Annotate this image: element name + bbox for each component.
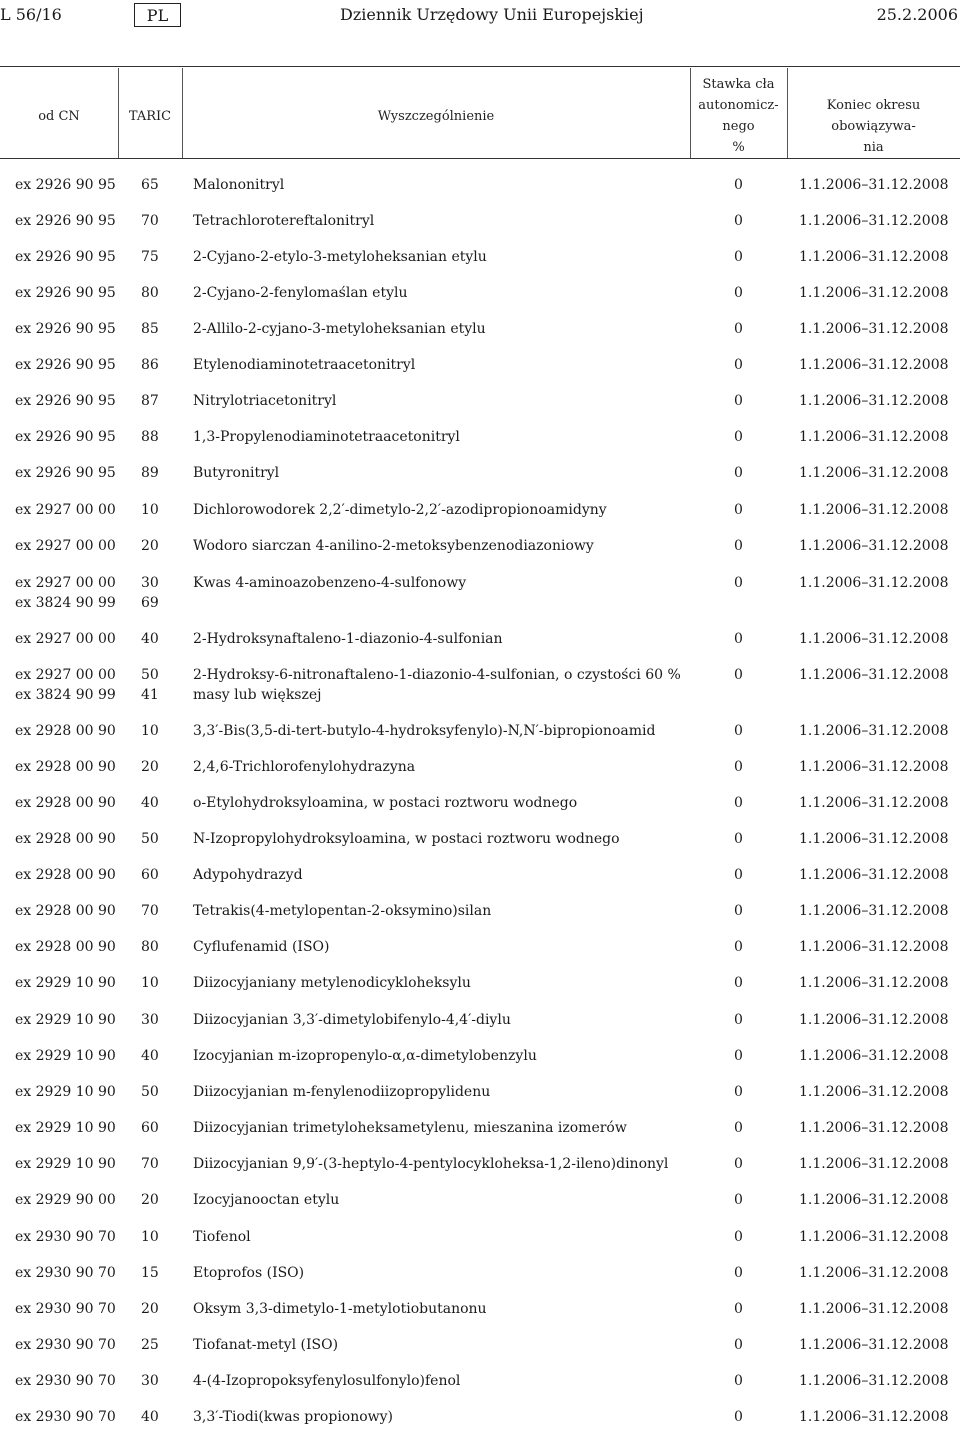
validity-period: 1.1.2006–31.12.2008 <box>799 667 949 683</box>
duty-rate: 0 <box>734 1373 743 1389</box>
duty-rate: 0 <box>734 575 743 591</box>
validity-period: 1.1.2006–31.12.2008 <box>799 1301 949 1317</box>
cn-code-line: ex 2929 10 90 <box>15 1084 116 1100</box>
col-header-period-line: nia <box>863 140 884 155</box>
description: 2-Allilo-2-cyjano-3-metyloheksanian etylu <box>193 321 486 337</box>
description: 2-Cyjano-2-etylo-3-metyloheksanian etylu <box>193 249 487 265</box>
cn-code-line: ex 2927 00 00 <box>15 575 116 591</box>
col-header-rate-line: autonomicz- <box>698 98 779 113</box>
cn-code <box>15 1227 116 1247</box>
description: 2,4,6-Trichlorofenylohydrazyna <box>193 759 416 775</box>
taric-code-line: 10 <box>141 723 159 739</box>
cn-code <box>15 1335 116 1355</box>
cn-code-line: ex 2926 90 95 <box>15 285 116 301</box>
validity-period: 1.1.2006–31.12.2008 <box>799 321 949 337</box>
duty-rate: 0 <box>734 177 743 193</box>
taric-code <box>141 355 159 375</box>
col-header-rate-line: nego <box>722 119 755 134</box>
description: Diizocyjanian m-fenylenodiizopropylidenu <box>193 1084 491 1100</box>
cn-code-line: ex 2928 00 90 <box>15 795 116 811</box>
col-header-rate <box>690 74 787 158</box>
cn-code <box>15 391 116 411</box>
cn-code-line: ex 2930 90 70 <box>15 1409 116 1425</box>
duty-rate: 0 <box>734 1156 743 1172</box>
validity-period: 1.1.2006–31.12.2008 <box>799 1048 949 1064</box>
taric-code <box>141 1010 159 1030</box>
col-header-rate-line: % <box>732 140 745 155</box>
taric-code <box>141 1335 159 1355</box>
duty-rate: 0 <box>734 1192 743 1208</box>
description: Wodoro siarczan 4-anilino-2-metoksybenzenodiazoniowy <box>193 538 594 554</box>
validity-period: 1.1.2006–31.12.2008 <box>799 1337 949 1353</box>
description: Adypohydrazyd <box>193 867 303 883</box>
duty-rate: 0 <box>734 1229 743 1245</box>
duty-rate: 0 <box>734 795 743 811</box>
duty-rate: 0 <box>734 285 743 301</box>
validity-period: 1.1.2006–31.12.2008 <box>799 723 949 739</box>
taric-code-line: 41 <box>141 687 159 703</box>
cn-code <box>15 721 116 741</box>
cn-code-line: ex 3824 90 99 <box>15 687 116 703</box>
cn-code <box>15 1082 116 1102</box>
validity-period: 1.1.2006–31.12.2008 <box>799 1192 949 1208</box>
cn-code <box>15 463 116 483</box>
cn-code-line: ex 2929 10 90 <box>15 1012 116 1028</box>
description: Oksym 3,3-dimetylo-1-metylotiobutanonu <box>193 1301 487 1317</box>
description: Diizocyjaniany metylenodicykloheksylu <box>193 975 471 991</box>
taric-code <box>141 175 159 195</box>
duty-rate: 0 <box>734 631 743 647</box>
duty-rate: 0 <box>734 903 743 919</box>
cn-code-line: ex 2930 90 70 <box>15 1301 116 1317</box>
duty-rate: 0 <box>734 867 743 883</box>
description: Etoprofos (ISO) <box>193 1265 305 1281</box>
validity-period: 1.1.2006–31.12.2008 <box>799 357 949 373</box>
taric-code-line: 10 <box>141 502 159 518</box>
cn-code <box>15 427 116 447</box>
taric-code-line: 25 <box>141 1337 159 1353</box>
duty-rate: 0 <box>734 667 743 683</box>
description: Tiofenol <box>193 1229 251 1245</box>
taric-code <box>141 500 159 520</box>
duty-rate: 0 <box>734 429 743 445</box>
taric-code-line: 85 <box>141 321 159 337</box>
validity-period: 1.1.2006–31.12.2008 <box>799 285 949 301</box>
cn-code-line: ex 2928 00 90 <box>15 723 116 739</box>
validity-period: 1.1.2006–31.12.2008 <box>799 795 949 811</box>
cn-code <box>15 536 116 556</box>
description: 1,3-Propylenodiaminotetraacetonitryl <box>193 429 460 445</box>
taric-code-line: 15 <box>141 1265 159 1281</box>
description: Diizocyjanian trimetyloheksametylenu, mieszanina izomerów <box>193 1120 627 1136</box>
taric-code-line: 40 <box>141 795 159 811</box>
taric-code-line: 20 <box>141 1301 159 1317</box>
cn-code-line: ex 2926 90 95 <box>15 249 116 265</box>
taric-code <box>141 1190 159 1210</box>
description: N-Izopropylohydroksyloamina, w postaci roztworu wodnego <box>193 831 620 847</box>
validity-period: 1.1.2006–31.12.2008 <box>799 831 949 847</box>
taric-code <box>141 247 159 267</box>
validity-period: 1.1.2006–31.12.2008 <box>799 759 949 775</box>
taric-code <box>141 793 159 813</box>
taric-code <box>141 1263 159 1283</box>
taric-code <box>141 665 159 705</box>
duty-rate: 0 <box>734 1301 743 1317</box>
description: 2-Hydroksynaftaleno-1-diazonio-4-sulfonian <box>193 631 503 647</box>
validity-period: 1.1.2006–31.12.2008 <box>799 502 949 518</box>
cn-code <box>15 937 116 957</box>
validity-period: 1.1.2006–31.12.2008 <box>799 213 949 229</box>
cn-code <box>15 283 116 303</box>
cn-code-line: ex 2929 10 90 <box>15 1156 116 1172</box>
col-header-description: Wyszczególnienie <box>377 109 495 124</box>
taric-code-line: 86 <box>141 357 159 373</box>
taric-code-line: 80 <box>141 285 159 301</box>
taric-code-line: 89 <box>141 465 159 481</box>
taric-code <box>141 721 159 741</box>
taric-code <box>141 1227 159 1247</box>
taric-code <box>141 283 159 303</box>
taric-code-line: 30 <box>141 575 159 591</box>
taric-code-line: 80 <box>141 939 159 955</box>
taric-code-line: 40 <box>141 631 159 647</box>
cn-code <box>15 1190 116 1210</box>
taric-code-line: 20 <box>141 759 159 775</box>
duty-rate: 0 <box>734 723 743 739</box>
description: 2-Hydroksy-6-nitronaftaleno-1-diazonio-4-sulfonian, o czystości 60 % masy lub większej <box>193 667 681 703</box>
cn-code-line: ex 2928 00 90 <box>15 903 116 919</box>
taric-code <box>141 536 159 556</box>
validity-period: 1.1.2006–31.12.2008 <box>799 975 949 991</box>
header-bottom-rule <box>0 158 960 159</box>
taric-code-line: 50 <box>141 667 159 683</box>
validity-period: 1.1.2006–31.12.2008 <box>799 903 949 919</box>
description: Etylenodiaminotetraacetonitryl <box>193 357 416 373</box>
duty-rate: 0 <box>734 213 743 229</box>
description: 2-Cyjano-2-fenylomaślan etylu <box>193 285 408 301</box>
description: 3,3′-Bis(3,5-di-tert-butylo-4-hydroksyfenylo)-N,N′-bipropionoamid <box>193 723 656 739</box>
col-header-cn: od CN <box>38 109 80 124</box>
taric-code <box>141 901 159 921</box>
journal-title: Dziennik Urzędowy Unii Europejskiej <box>340 5 644 24</box>
validity-period: 1.1.2006–31.12.2008 <box>799 1084 949 1100</box>
table-top-rule <box>0 66 960 67</box>
cn-code <box>15 1371 116 1391</box>
validity-period: 1.1.2006–31.12.2008 <box>799 538 949 554</box>
taric-code-line: 75 <box>141 249 159 265</box>
taric-code <box>141 757 159 777</box>
col-header-taric: TARIC <box>128 109 172 124</box>
taric-code <box>141 391 159 411</box>
validity-period: 1.1.2006–31.12.2008 <box>799 631 949 647</box>
cn-code <box>15 1263 116 1283</box>
taric-code-line: 50 <box>141 831 159 847</box>
description: Butyronitryl <box>193 465 280 481</box>
taric-code-line: 60 <box>141 867 159 883</box>
cn-code-line: ex 2927 00 00 <box>15 538 116 554</box>
taric-code <box>141 829 159 849</box>
validity-period: 1.1.2006–31.12.2008 <box>799 429 949 445</box>
taric-code-line: 40 <box>141 1409 159 1425</box>
description: Tiofanat-metyl (ISO) <box>193 1337 339 1353</box>
taric-code-line: 10 <box>141 1229 159 1245</box>
description: Malononitryl <box>193 177 285 193</box>
taric-code-line: 30 <box>141 1012 159 1028</box>
validity-period: 1.1.2006–31.12.2008 <box>799 249 949 265</box>
validity-period: 1.1.2006–31.12.2008 <box>799 1373 949 1389</box>
taric-code-line: 60 <box>141 1120 159 1136</box>
validity-period: 1.1.2006–31.12.2008 <box>799 393 949 409</box>
validity-period: 1.1.2006–31.12.2008 <box>799 867 949 883</box>
duty-rate: 0 <box>734 1337 743 1353</box>
cn-code <box>15 665 116 705</box>
validity-period: 1.1.2006–31.12.2008 <box>799 1012 949 1028</box>
taric-code-line: 20 <box>141 538 159 554</box>
duty-rate: 0 <box>734 1084 743 1100</box>
cn-code-line: ex 3824 90 99 <box>15 595 116 611</box>
description: Izocyjanooctan etylu <box>193 1192 340 1208</box>
description: Nitrylotriacetonitryl <box>193 393 337 409</box>
cn-code-line: ex 2926 90 95 <box>15 393 116 409</box>
taric-code-line: 30 <box>141 1373 159 1389</box>
validity-period: 1.1.2006–31.12.2008 <box>799 575 949 591</box>
duty-rate: 0 <box>734 1048 743 1064</box>
col-header-period <box>787 95 960 158</box>
taric-code-line: 70 <box>141 213 159 229</box>
validity-period: 1.1.2006–31.12.2008 <box>799 1156 949 1172</box>
col-header-period-line: Koniec okresu obowiązywa- <box>826 98 921 134</box>
duty-rate: 0 <box>734 249 743 265</box>
taric-code-line: 70 <box>141 1156 159 1172</box>
taric-code-line: 65 <box>141 177 159 193</box>
cn-code-line: ex 2928 00 90 <box>15 939 116 955</box>
duty-rate: 0 <box>734 1012 743 1028</box>
cn-code-line: ex 2930 90 70 <box>15 1229 116 1245</box>
duty-rate: 0 <box>734 975 743 991</box>
validity-period: 1.1.2006–31.12.2008 <box>799 1409 949 1425</box>
taric-code-line: 88 <box>141 429 159 445</box>
cn-code-line: ex 2930 90 70 <box>15 1337 116 1353</box>
duty-rate: 0 <box>734 465 743 481</box>
cn-code-line: ex 2929 10 90 <box>15 975 116 991</box>
cn-code <box>15 865 116 885</box>
page-header <box>0 3 960 29</box>
duty-rate: 0 <box>734 321 743 337</box>
description: Diizocyjanian 9,9′-(3-heptylo-4-pentylocykloheksa-1,2-ileno)dinonyl <box>193 1156 669 1172</box>
cn-code-line: ex 2926 90 95 <box>15 429 116 445</box>
taric-code <box>141 1407 159 1427</box>
cn-code-line: ex 2929 90 00 <box>15 1192 116 1208</box>
duty-rate: 0 <box>734 831 743 847</box>
taric-code-line: 20 <box>141 1192 159 1208</box>
cn-code <box>15 500 116 520</box>
taric-code-line: 87 <box>141 393 159 409</box>
cn-code-line: ex 2927 00 00 <box>15 631 116 647</box>
cn-code <box>15 1299 116 1319</box>
taric-code <box>141 573 159 613</box>
validity-period: 1.1.2006–31.12.2008 <box>799 465 949 481</box>
cn-code-line: ex 2926 90 95 <box>15 177 116 193</box>
validity-period: 1.1.2006–31.12.2008 <box>799 1229 949 1245</box>
cn-code-line: ex 2927 00 00 <box>15 667 116 683</box>
publication-date: 25.2.2006 <box>876 5 958 24</box>
cn-code <box>15 355 116 375</box>
taric-code <box>141 1154 159 1174</box>
description: o-Etylohydroksyloamina, w postaci roztworu wodnego <box>193 795 578 811</box>
cn-code <box>15 901 116 921</box>
validity-period: 1.1.2006–31.12.2008 <box>799 1120 949 1136</box>
col-header-rate-line: Stawka cła <box>702 77 775 92</box>
duty-rate: 0 <box>734 357 743 373</box>
taric-code <box>141 1118 159 1138</box>
cn-code <box>15 211 116 231</box>
cn-code-line: ex 2927 00 00 <box>15 502 116 518</box>
cn-code <box>15 1010 116 1030</box>
description: 3,3′-Tiodi(kwas propionowy) <box>193 1409 394 1425</box>
cn-code <box>15 175 116 195</box>
page-number: L 56/16 <box>0 5 62 24</box>
taric-code <box>141 865 159 885</box>
cn-code <box>15 629 116 649</box>
cn-code <box>15 319 116 339</box>
cn-code <box>15 1118 116 1138</box>
validity-period: 1.1.2006–31.12.2008 <box>799 1265 949 1281</box>
cn-code <box>15 247 116 267</box>
description: 4-(4-Izopropoksyfenylosulfonylo)fenol <box>193 1373 461 1389</box>
taric-code <box>141 973 159 993</box>
cn-code <box>15 829 116 849</box>
cn-code-line: ex 2926 90 95 <box>15 357 116 373</box>
description: Tetrachlorotereftalonitryl <box>193 213 375 229</box>
taric-code-line: 10 <box>141 975 159 991</box>
cn-code-line: ex 2928 00 90 <box>15 831 116 847</box>
cn-code <box>15 1154 116 1174</box>
taric-code-line: 50 <box>141 1084 159 1100</box>
validity-period: 1.1.2006–31.12.2008 <box>799 939 949 955</box>
cn-code <box>15 573 116 613</box>
taric-code <box>141 1299 159 1319</box>
taric-code <box>141 1046 159 1066</box>
cn-code-line: ex 2928 00 90 <box>15 759 116 775</box>
cn-code <box>15 1407 116 1427</box>
description: Cyflufenamid (ISO) <box>193 939 330 955</box>
description: Izocyjanian m-izopropenylo-α,α-dimetylobenzylu <box>193 1048 537 1064</box>
duty-rate: 0 <box>734 1120 743 1136</box>
taric-code <box>141 1082 159 1102</box>
cn-code <box>15 1046 116 1066</box>
taric-code-line: 40 <box>141 1048 159 1064</box>
taric-code <box>141 629 159 649</box>
taric-code <box>141 319 159 339</box>
duty-rate: 0 <box>734 939 743 955</box>
cn-code-line: ex 2926 90 95 <box>15 465 116 481</box>
cn-code-line: ex 2930 90 70 <box>15 1373 116 1389</box>
taric-code <box>141 937 159 957</box>
description: Dichlorowodorek 2,2′-dimetylo-2,2′-azodipropionoamidyny <box>193 502 607 518</box>
cn-code-line: ex 2928 00 90 <box>15 867 116 883</box>
taric-code <box>141 211 159 231</box>
taric-code <box>141 463 159 483</box>
taric-code-line: 70 <box>141 903 159 919</box>
cn-code-line: ex 2929 10 90 <box>15 1120 116 1136</box>
cn-code-line: ex 2930 90 70 <box>15 1265 116 1281</box>
taric-code-line: 69 <box>141 595 159 611</box>
cn-code <box>15 973 116 993</box>
duty-rate: 0 <box>734 538 743 554</box>
cn-code-line: ex 2929 10 90 <box>15 1048 116 1064</box>
duty-rate: 0 <box>734 759 743 775</box>
duty-rate: 0 <box>734 1265 743 1281</box>
description: Tetrakis(4-metylopentan-2-oksymino)silan <box>193 903 492 919</box>
description: Diizocyjanian 3,3′-dimetylobifenylo-4,4′-diylu <box>193 1012 511 1028</box>
duty-rate: 0 <box>734 1409 743 1425</box>
description: Kwas 4-aminoazobenzeno-4-sulfonowy <box>193 575 467 591</box>
cn-code <box>15 793 116 813</box>
taric-code <box>141 1371 159 1391</box>
duty-rate: 0 <box>734 393 743 409</box>
cn-code <box>15 757 116 777</box>
cn-code-line: ex 2926 90 95 <box>15 213 116 229</box>
duty-rate: 0 <box>734 502 743 518</box>
language-badge: PL <box>134 3 181 27</box>
taric-code <box>141 427 159 447</box>
validity-period: 1.1.2006–31.12.2008 <box>799 177 949 193</box>
cn-code-line: ex 2926 90 95 <box>15 321 116 337</box>
